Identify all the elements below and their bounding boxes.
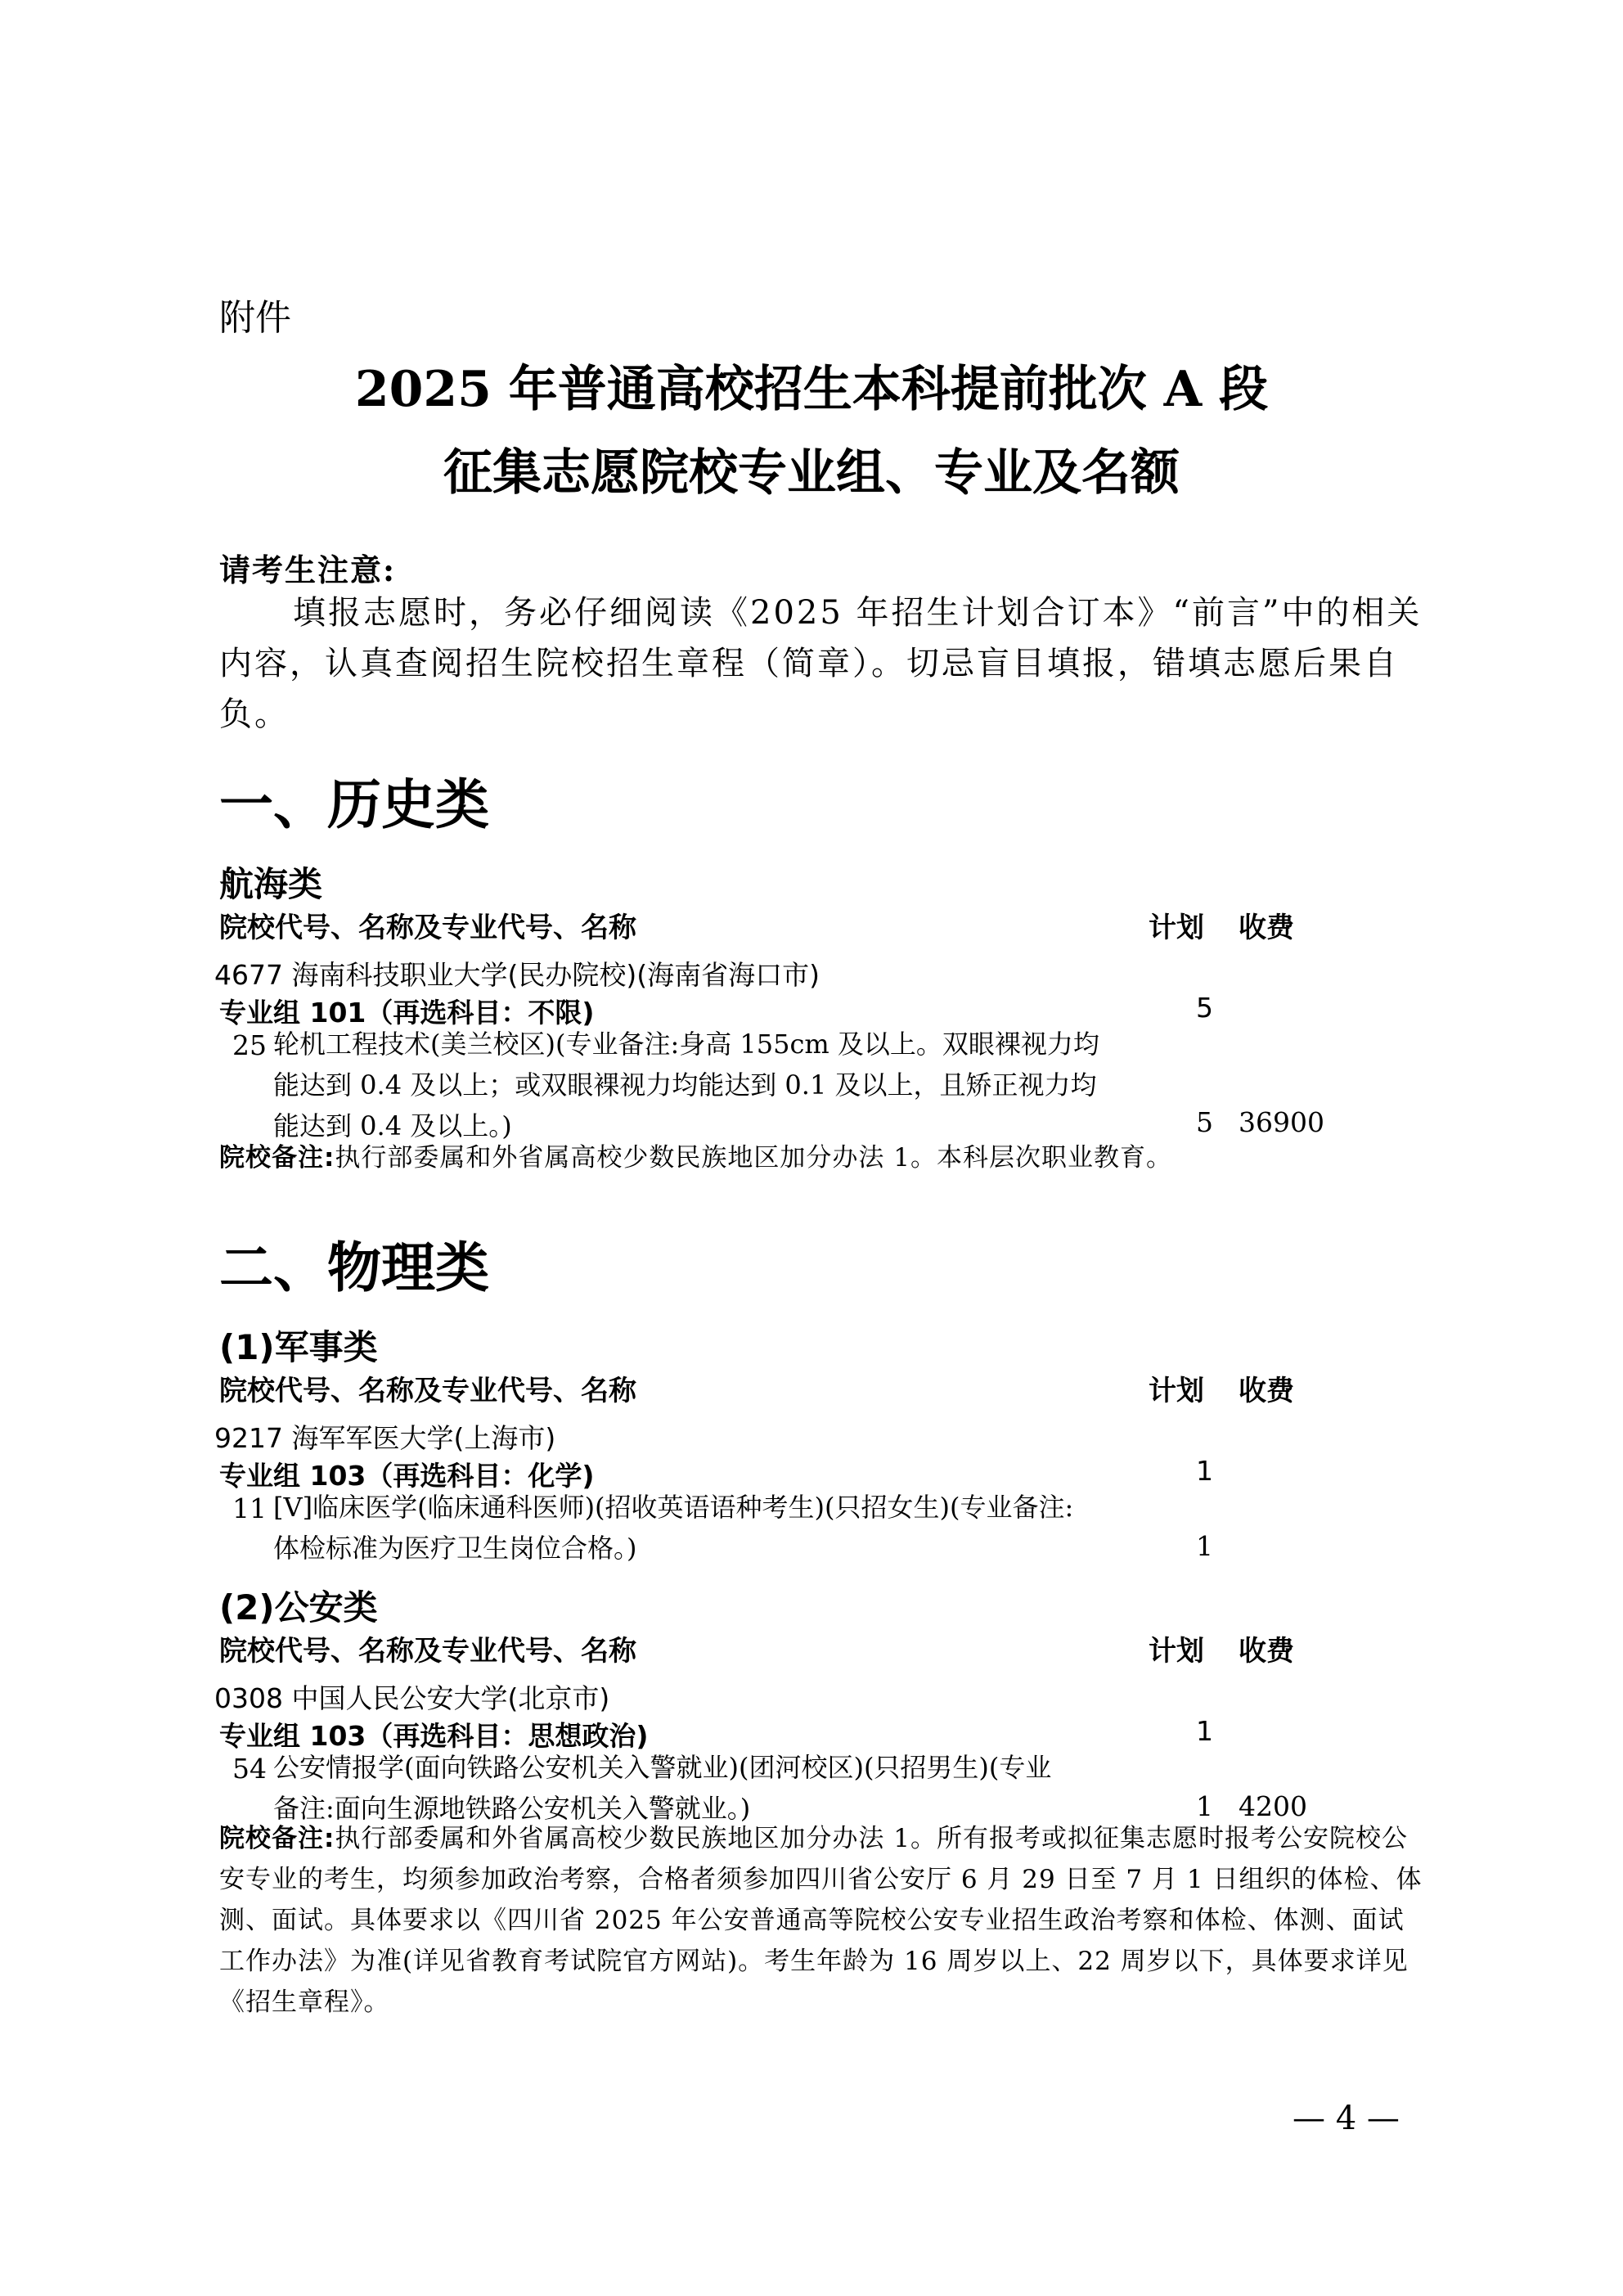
- page-number: — 4 —: [1293, 2100, 1400, 2137]
- major-fee: 4200: [1239, 1790, 1307, 1822]
- attachment-label: 附件: [219, 297, 291, 339]
- major-description: [Ⅴ]临床医学(临床通科医师)(招收英语语种考生)(只招女生)(专业备注:体检标准为医疗卫生岗位合格。): [273, 1492, 1074, 1564]
- column-header-name: 院校代号、名称及专业代号、名称: [219, 1375, 636, 1407]
- group-plan: 5: [1196, 992, 1213, 1024]
- column-header-fee: 收费: [1239, 1375, 1294, 1407]
- major-plan: 1: [1196, 1790, 1213, 1822]
- school-row: 0308 中国人民公安大学(北京市): [214, 1682, 610, 1714]
- major-code: 11: [232, 1492, 267, 1524]
- notice-text: 填报志愿时，务必仔细阅读《2025 年招生计划合订本》“前言”中的相关内容，认真查阅招生院校招生章程（简章）。切忌盲目填报，错填志愿后果自负。: [219, 594, 1423, 733]
- subsection-heading-public-security: (2)公安类: [219, 1587, 378, 1627]
- major-code: 25: [232, 1029, 267, 1061]
- document-title-line-1: 2025 年普通高校招生本科提前批次 A 段: [354, 361, 1269, 418]
- school-remark: 院校备注:执行部委属和外省属高校少数民族地区加分办法 1。本科层次职业教育。: [219, 1143, 1172, 1173]
- column-header-plan: 计划: [1149, 1635, 1204, 1668]
- column-header-fee: 收费: [1239, 912, 1294, 944]
- group-plan: 1: [1196, 1455, 1213, 1487]
- major-code: 54: [232, 1753, 267, 1785]
- column-header-plan: 计划: [1149, 1375, 1204, 1407]
- column-header-name: 院校代号、名称及专业代号、名称: [219, 912, 636, 944]
- group-row: 专业组 103（再选科目：思想政治): [219, 1720, 649, 1752]
- major-plan: 1: [1196, 1530, 1213, 1562]
- major-fee: 36900: [1239, 1106, 1324, 1138]
- subsection-heading-military: (1)军事类: [219, 1327, 378, 1367]
- section-heading-physics: 二、物理类: [219, 1236, 489, 1299]
- document-title-line-2: 征集志愿院校专业组、专业及名额: [443, 444, 1180, 502]
- column-header-name: 院校代号、名称及专业代号、名称: [219, 1635, 636, 1668]
- group-row: 专业组 101（再选科目：不限): [219, 997, 595, 1029]
- subsection-heading-navigation: 航海类: [219, 864, 323, 904]
- column-header-fee: 收费: [1239, 1635, 1294, 1668]
- major-plan: 5: [1196, 1106, 1213, 1138]
- notice-heading: 请考生注意:: [219, 551, 397, 588]
- school-row: 4677 海南科技职业大学(民办院校)(海南省海口市): [214, 959, 820, 991]
- school-remark: 院校备注:执行部委属和外省属高校少数民族地区加分办法 1。所有报考或拟征集志愿时报考公安院校公安专业的考生，均须参加政治考察，合格者须参加四川省公安厅 6 月 29 日至 7 月 1 日组织的体检、体测、面试。具体要求以《四川省 2025 年公安普通高等院校公安专业招生政治考察和体检、体测、面试工作办法》为准(详见省教育考试院官方网站)。考生年龄为 16 周岁以上、22 周岁以下，具体要求详见《招生章程》。: [219, 1824, 1423, 2017]
- major-description: 轮机工程技术(美兰校区)(专业备注:身高 155cm 及以上。双眼裸视力均能达到 0.4 及以上；或双眼裸视力均能达到 0.1 及以上，且矫正视力均能达到 0.4 及以上。): [273, 1029, 1099, 1141]
- column-header-plan: 计划: [1149, 912, 1204, 944]
- group-plan: 1: [1196, 1715, 1213, 1747]
- school-row: 9217 海军军医大学(上海市): [214, 1422, 556, 1454]
- major-description: 公安情报学(面向铁路公安机关入警就业)(团河校区)(只招男生)(专业备注:面向生源地铁路公安机关入警就业。): [273, 1752, 1052, 1824]
- section-heading-history: 一、历史类: [219, 773, 489, 836]
- group-row: 专业组 103（再选科目：化学): [219, 1460, 595, 1492]
